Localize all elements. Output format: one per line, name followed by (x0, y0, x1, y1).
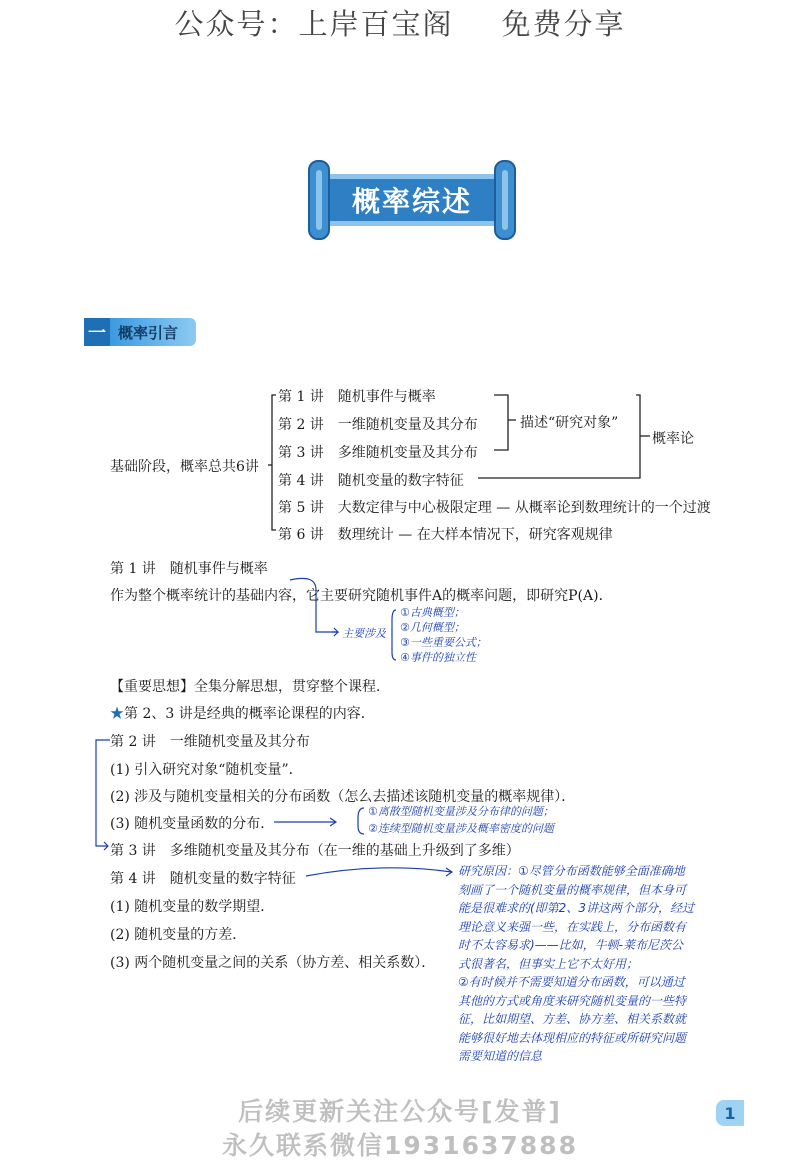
lecture2-item: (2) 涉及与随机变量相关的分布函数（怎么去描述该随机变量的概率规律）． (110, 789, 576, 805)
star-icon: ★ (110, 706, 124, 722)
lecture1-note-label: 主要涉及 (342, 627, 386, 640)
lecture4-note-line: 能够很好地去体现相应的特征或所研究问题 (458, 1030, 687, 1045)
lecture4-note-line: 时不太容易求)——比如，牛顿-莱布尼茨公 (458, 938, 684, 952)
lecture1-note-item: ①古典概型； (400, 606, 465, 619)
lecture4-note-line: 刻画了一个随机变量的概率规律，但本身可 (458, 882, 687, 897)
lecture1-note-item: ②几何概型； (400, 621, 465, 634)
describe-label: 描述“研究对象” (520, 415, 619, 431)
lecture4-note-line: 征，比如期望、方差、协方差、相关系数就 (458, 1012, 687, 1026)
lecture2-note-item: ②连续型随机变量涉及概率密度的问题 (368, 822, 554, 835)
watermark-line-2: 永久联系微信1931637888 (222, 1131, 578, 1160)
lecture-2-item: 第 2 讲 一维随机变量及其分布 (278, 417, 478, 433)
important-idea: 【重要思想】全集分解思想，贯穿整个课程． (110, 679, 390, 695)
section-title: 概率引言 (110, 318, 196, 346)
lecture3-line: 第 3 讲 多维随机变量及其分布（在一维的基础上升级到了多维） (110, 843, 520, 859)
lecture1-note-item: ④事件的独立性 (400, 651, 476, 664)
lecture1-text: 作为整个概率统计的基础内容，它主要研究随机事件A的概率问题，即研究P(A)． (110, 588, 613, 604)
lecture2-item: (1) 引入研究对象“随机变量”． (110, 762, 303, 778)
lecture2-item: (3) 随机变量函数的分布． (110, 816, 275, 832)
lecture-6-item: 第 6 讲 数理统计 — 在大样本情况下，研究客观规律 (278, 527, 613, 543)
lecture1-heading: 第 1 讲 随机事件与概率 (110, 561, 268, 577)
lecture4-note-line: 式很著名，但事实上它不太好用； (458, 956, 639, 971)
lecture2-heading: 第 2 讲 一维随机变量及其分布 (110, 734, 310, 750)
page-number: 1 (716, 1100, 744, 1126)
lecture-3-item: 第 3 讲 多维随机变量及其分布 (278, 445, 478, 461)
lecture4-note-line: 理论意义来强一些，在实践上，分布函数有 (458, 919, 687, 934)
lecture2-note-item: ①离散型随机变量涉及分布律的问题； (368, 805, 554, 818)
page-title: 概率综述 (330, 174, 494, 226)
section-number: 一 (84, 318, 110, 346)
banner-left: 公众号：上岸百宝阁 (174, 7, 454, 41)
lecture4-note-line: 其他的方式或角度来研究随机变量的一些特 (458, 993, 687, 1008)
lecture-1-item: 第 1 讲 随机事件与概率 (278, 389, 436, 405)
lecture1-note-item: ③一些重要公式； (400, 636, 487, 649)
lecture4-item: (2) 随机变量的方差． (110, 927, 247, 943)
watermark-line-1: 后续更新关注公众号[发普] (238, 1097, 562, 1126)
lecture4-note-line: ②有时候并不需要知道分布函数，可以通过 (458, 975, 685, 989)
lecture-4-item: 第 4 讲 随机变量的数字特征 (278, 473, 464, 489)
lecture4-note (458, 862, 758, 1066)
lecture4-item: (3) 两个随机变量之间的关系（协方差、相关系数）． (110, 955, 436, 971)
lecture4-note-line: 研究原因：①尽管分布函数能够全面准确地 (458, 864, 685, 878)
tree-root: 基础阶段，概率总共6讲 (110, 459, 259, 475)
lecture4-heading: 第 4 讲 随机变量的数字特征 (110, 871, 296, 887)
lecture4-note-line: 能是很难求的(即第2、3讲这两个部分，经过 (458, 901, 694, 915)
lecture4-note-line: 需要知道的信息 (458, 1049, 543, 1063)
lecture4-item: (1) 随机变量的数学期望． (110, 899, 275, 915)
probability-theory-label: 概率论 (652, 431, 694, 447)
star-line-text: 第 2、3 讲是经典的概率论课程的内容． (124, 706, 375, 722)
banner-right: 免费分享 (501, 7, 626, 41)
lecture-5-item: 第 5 讲 大数定律与中心极限定理 — 从概率论到数理统计的一个过渡 (278, 500, 711, 516)
star-line (110, 703, 375, 723)
